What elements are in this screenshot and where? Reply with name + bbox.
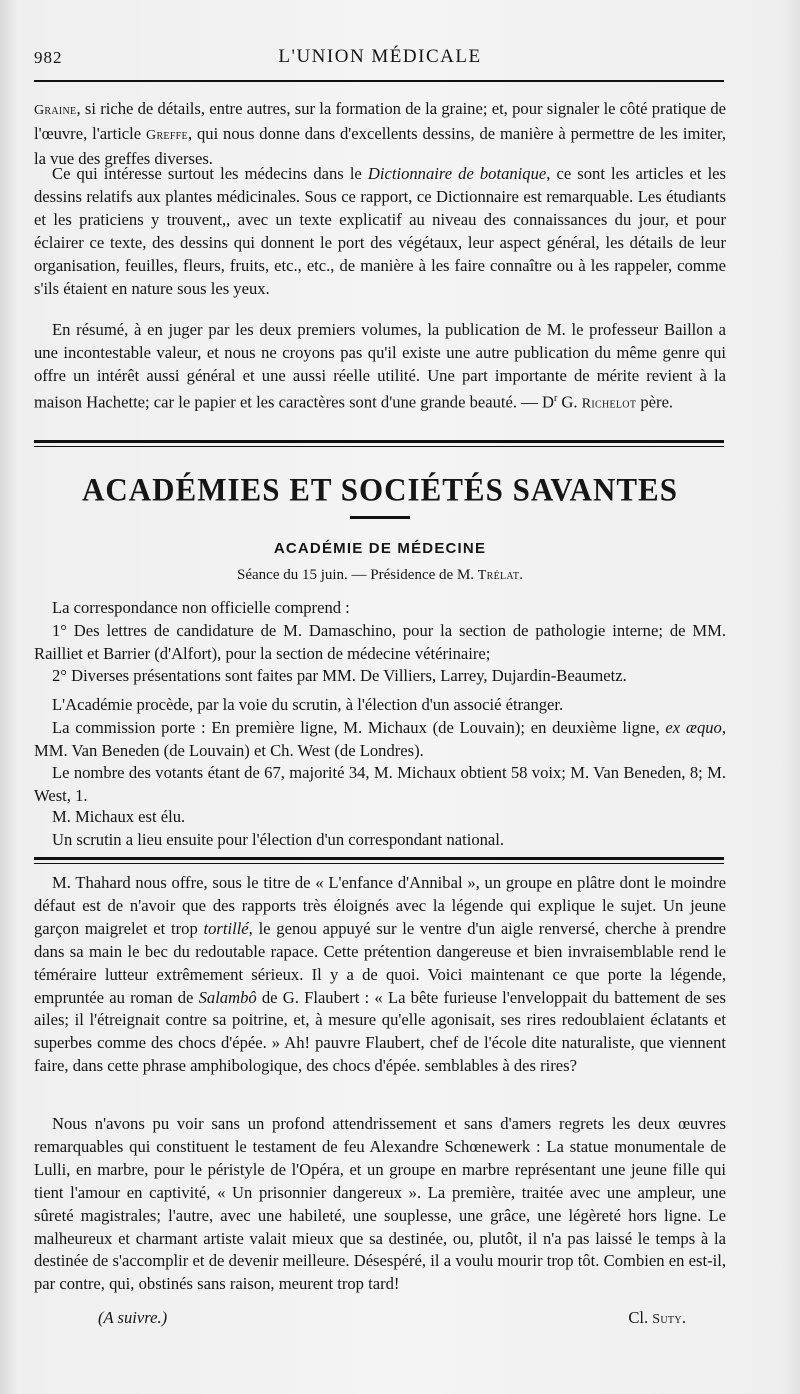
page-number: 982 (34, 48, 63, 67)
term-greffe: Greffe (146, 127, 188, 143)
section-rule-thin (34, 446, 724, 447)
session-line (34, 567, 726, 584)
minutes-text: , MM. Van Beneden (de Louvain) et Ch. West (de Londres). (34, 718, 727, 760)
review-paragraph (34, 163, 726, 300)
minutes-line: L'Académie procède, par la voie du scrutin, à l'élection d'un associé étranger. (52, 695, 564, 714)
president-name: Trélat (477, 568, 520, 583)
minutes-line: M. Michaux est élu. (52, 807, 186, 826)
signature-text: . (681, 1308, 686, 1327)
book-title: Dictionnaire de botanique (367, 164, 547, 183)
journal-title: L'UNION MÉDICALE (278, 46, 482, 67)
continued-note: (A suivre.) (98, 1308, 168, 1327)
feuilleton-text: de G. Flaubert : « La bête furieuse l'enveloppait du battement de ses ailes; il l'étreignait contre sa poitrine, et, à mesure qu'elle agonisait, ses rires redoublaient éclatants et superbes comme des chocs d'épée. » Ah! pauvre Flaubert, chef de l'école dite naturaliste, que viennent faire, dans cette phrase amphibologique, des chocs d'épée. semblables à des rires? (34, 987, 726, 1076)
section-title: ACADÉMIES ET SOCIÉTÉS SAVANTES (82, 471, 678, 508)
minutes-line: La correspondance non officielle comprend : (52, 598, 350, 617)
superscript: r (553, 392, 558, 404)
signature-text: Cl. (628, 1308, 653, 1327)
review-text: En résumé, à en juger par les deux premiers volumes, la publication de M. le professeur Baillon a une incontestable valeur, et nous ne croyons pas qu'il existe une autre publication du même genre qui offre un intérêt aussi général et une aussi réelle utilité. Une part importante de mérite revient à la maison Hachette; car le papier et les caractères sont d'une grande beauté. — D (34, 320, 726, 412)
title-ornament-rule (350, 516, 410, 519)
latin-phrase: ex æquo (665, 718, 722, 737)
minutes-paragraph (34, 717, 726, 763)
session-text: . (519, 567, 523, 583)
review-text: , ce sont les articles et les dessins relatifs aux plantes médicinales. Sous ce rapport, ce Dictionnaire est remarquable. Les étudiants et les praticiens y trouvent,, avec un texte explicatif au niveau des connaissances du jour, et pour éclairer ce texte, des dessins qui donnent le port des végétaux, leur aspect général, les détails de leur organisation, feuilles, fleurs, fruits, etc., etc., de manière à les faire connaître ou à les rappeler, comme s'ils étaient en nature sous les yeux. (34, 164, 727, 298)
feuilleton-text: , le genou appuyé sur le ventre d'un aigle renversé, cherche à prendre dans sa main le bec du redoutable rapace. Cette prétention dangereuse et bien invraisemblable rend le téméraire lutteur extrêmement sérieux. Il y a de quoi. Voici maintenant ce que porte la légende, empruntée au roman de (34, 918, 727, 1007)
header-rule (34, 80, 724, 82)
novel-title: Salambô (198, 987, 257, 1007)
minutes-paragraph: 1° Des lettres de candidature de M. Damaschino, pour la section de pathologie interne; de MM. Railliet et Barrier (d'Alfort), pour la section de médecine vétérinaire; (34, 621, 726, 663)
review-text: , si riche de détails, entre autres, sur la formation de la graine; et, pour signaler le côté pratique de l'œuvre, l'article (34, 99, 726, 143)
academy-title: ACADÉMIE DE MÉDECINE (273, 540, 487, 557)
feuilleton-text: M. Thahard nous offre, sous le titre de « L'enfance d'Annibal », un groupe en plâtre dont le moindre défaut est de n'avoir que des rapports très éloignés avec la légende qui explique le sujet. Un jeune garçon maigrelet et trop (34, 873, 726, 938)
author-signature (628, 1308, 686, 1328)
page-header (34, 44, 726, 74)
minutes-paragraph: Le nombre des votants étant de 67, majorité 34, M. Michaux obtient 58 voix; M. Van Beneden, 8; M. West, 1. (34, 763, 726, 805)
author-name: Richelot (581, 396, 637, 412)
feuilleton-rule-thick (34, 857, 724, 860)
review-paragraph (34, 98, 726, 171)
feuilleton-paragraph: Nous n'avons pu voir sans un profond attendrissement et sans d'amers regrets les deux œuvres remarquables qui constituent le testament de feu Alexandre Schœnewerk : La statue monumentale de Lulli, en marbre, pour le péristyle de l'Opéra, et un groupe en marbre représentant une jeune fille qui tient l'amour en captivité, « Un prisonnier dangereux ». La première, traitée avec une ampleur, une sûreté magistrales; l'autre, avec une habileté, une souplesse, une grâce, une légèreté hors ligne. Le malheureux et charmant artiste valait mieux que sa destinée, ou, plutôt, il n'a pas laissé le temps à la destinée de s'accomplir et de devenir meilleure. Désespéré, il a voulu mourir trop tôt. Combien en est-il, par contre, qui, obstinés sans raison, meurent trop tard! (34, 1114, 726, 1294)
review-text: père. (636, 392, 674, 412)
minutes-text: La commission porte : En première ligne, M. Michaux (de Louvain); en deuxième ligne, (52, 718, 666, 737)
term-graine: Graine (34, 103, 77, 118)
italic-word: tortillé (203, 918, 249, 938)
review-paragraph (34, 319, 726, 416)
review-text: G. (557, 392, 582, 412)
feuilleton-paragraph (34, 872, 726, 1078)
signature-row (34, 1308, 726, 1332)
session-text: Séance du 15 juin. — Présidence de M. (237, 567, 478, 583)
review-text: , qui nous donne dans d'excellents dessins, de manière à permettre de les imiter, la vue des greffes diverses. (34, 123, 726, 168)
section-rule-thick (34, 440, 724, 443)
feuilleton-rule-thin (34, 863, 724, 864)
minutes-line: 2° Diverses présentations sont faites par MM. De Villiers, Larrey, Dujardin-Beaumetz. (52, 666, 627, 685)
minutes-line: Un scrutin a lieu ensuite pour l'élection d'un correspondant national. (52, 830, 505, 849)
review-text: Ce qui intéresse surtout les médecins dans le (52, 164, 368, 183)
signature-name: Suty (652, 1312, 682, 1327)
